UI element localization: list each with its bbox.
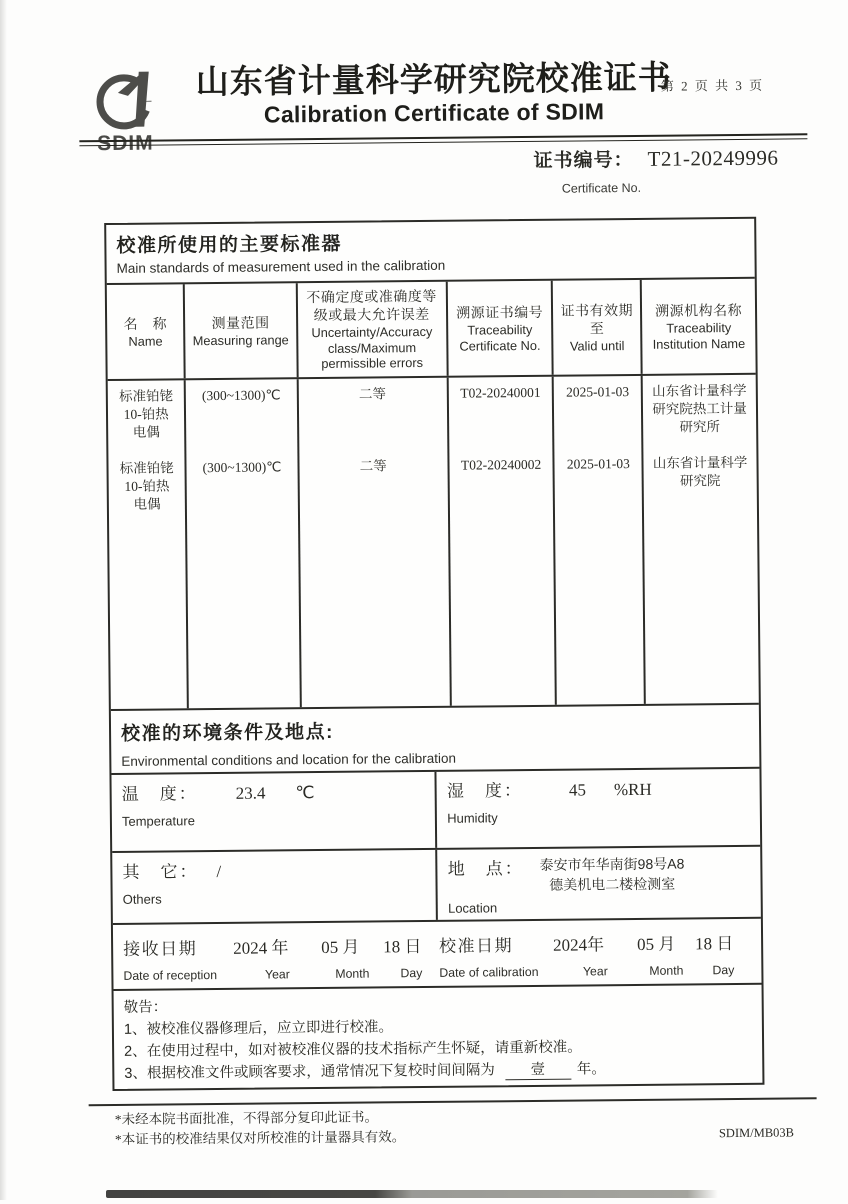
standards-col-name	[108, 380, 190, 709]
reception-month: 05 月 Month	[321, 937, 370, 981]
notice-section	[114, 983, 763, 1089]
humidity-label: 湿 度：	[446, 781, 524, 801]
certificate-table	[104, 217, 764, 1091]
footnotes	[115, 1107, 406, 1150]
bottom-scan-artifact	[106, 1190, 718, 1198]
column-header-measuring-range: 测量范围 Measuring range	[185, 283, 298, 378]
temperature-humidity-row	[111, 767, 760, 851]
calibration-month: 05 月 Month	[637, 934, 684, 978]
certificate-number-label: 证书编号：	[533, 149, 634, 172]
notice-title: 敬告：	[123, 999, 168, 1016]
column-header-name: 名 称 Name	[107, 284, 186, 379]
column-header-traceability-cert-no: 溯源证书编号 Traceability Certificate No.	[448, 281, 555, 376]
table-cell: 二等	[358, 386, 387, 402]
recalibration-interval-value: 壹	[505, 1062, 571, 1081]
table-cell: 二等	[359, 458, 387, 474]
others-label: 其 它：	[122, 862, 199, 882]
standards-body	[108, 373, 759, 709]
reception-day: 18 日 Day	[383, 937, 423, 981]
standards-col-institution	[643, 375, 759, 704]
location-caption: Location	[447, 900, 498, 916]
logo-text: SDIM	[97, 131, 154, 156]
column-header-valid-until: 证书有效期至 Valid until	[553, 280, 643, 375]
notice-line-3: 3、根据校准文件或顾客要求，通常情况下复校时间间隔为 壹 年。	[124, 1061, 606, 1082]
humidity-value: 45	[568, 780, 587, 800]
dates-row	[113, 917, 762, 989]
column-header-institution: 溯源机构名称 Traceability Institution Name	[652, 301, 746, 352]
table-cell: 标准铂铑10-铂热电偶	[118, 388, 174, 440]
footer-divider-rule	[89, 1097, 817, 1106]
page-indicator: 第 2 页 共 3 页	[660, 77, 765, 94]
certificate-number-block	[533, 144, 778, 196]
standards-col-uncertainty	[298, 378, 451, 707]
date-of-calibration: 校准日期 Date of calibration	[439, 936, 539, 980]
table-cell: 2025-01-03	[566, 456, 630, 472]
others-caption: Others	[122, 891, 162, 908]
table-cell: (300~1300)℃	[202, 459, 282, 476]
certificate-number-caption: Certificate No.	[561, 180, 642, 196]
notice-line-1: 1、被校准仪器修理后，应立即进行校准。	[123, 1019, 394, 1038]
temperature-cell	[111, 772, 437, 851]
standards-title-cn: 校准所使用的主要标准器	[116, 233, 343, 257]
standards-header-row	[107, 277, 756, 379]
table-cell: (300~1300)℃	[201, 387, 281, 404]
certificate-title-cn: 山东省计量科学研究院校准证书	[195, 60, 672, 102]
footnote-2: *本证书的校准结果仅对所校准的计量器具有效。	[114, 1129, 406, 1148]
calibration-day: 18 日 Day	[695, 934, 735, 978]
standards-section-title	[106, 219, 755, 283]
table-cell: T02-20240001	[460, 384, 541, 401]
calibration-year: 2024年 Year	[553, 935, 608, 979]
temperature-label: 温 度：	[121, 784, 198, 804]
table-cell: 2025-01-03	[566, 384, 630, 400]
certificate-number-value: T21-20249996	[647, 145, 779, 171]
others-location-row	[112, 845, 761, 923]
standards-title-en: Main standards of measurement used in the calibration	[116, 257, 446, 276]
table-cell: T02-20240002	[460, 456, 542, 473]
temperature-value: 23.4	[235, 783, 266, 803]
environment-title-en: Environmental conditions and location for the calibration	[121, 750, 457, 769]
sdim-logo-mark-icon	[91, 65, 160, 134]
table-cell: 标准铂铑10-铂热电偶	[119, 460, 174, 512]
form-code: SDIM/MB03B	[718, 1125, 795, 1141]
reception-year: 2024 年 Year	[233, 938, 290, 982]
standards-col-range	[186, 379, 301, 708]
notice-line-2: 2、在使用过程中，如对被校准仪器的技术指标产生怀疑，请重新校准。	[124, 1039, 582, 1060]
standards-col-cert-no	[449, 377, 558, 706]
location-value: 泰安市年华南街98号A8 德美机电二楼检测室	[539, 855, 685, 893]
location-label: 地 点：	[447, 859, 524, 879]
humidity-caption: Humidity	[447, 810, 498, 827]
footnote-1: *未经本院书面批准，不得部分复印此证书。	[114, 1109, 379, 1127]
certificate-title-en: Calibration Certificate of SDIM	[263, 98, 605, 128]
environment-title-cn: 校准的环境条件及地点:	[120, 721, 335, 745]
table-cell: 山东省计量科学研究院热工计量研究所	[652, 382, 747, 435]
humidity-unit: %RH	[613, 779, 652, 800]
temperature-caption: Temperature	[121, 813, 195, 830]
humidity-cell	[437, 769, 760, 848]
standards-col-valid-until	[554, 376, 646, 705]
others-cell	[112, 850, 438, 923]
table-cell: 山东省计量科学研究院	[652, 454, 748, 489]
date-of-reception: 接收日期 Date of reception	[123, 939, 218, 983]
others-value: /	[216, 861, 222, 882]
environment-section-title	[111, 703, 760, 773]
location-cell	[437, 847, 760, 920]
column-header-uncertainty: 不确定度或准确度等级或最大允许误差 Uncertainty/Accuracy class/Maximum permissible errors	[297, 282, 448, 377]
temperature-unit: ℃	[295, 783, 315, 803]
